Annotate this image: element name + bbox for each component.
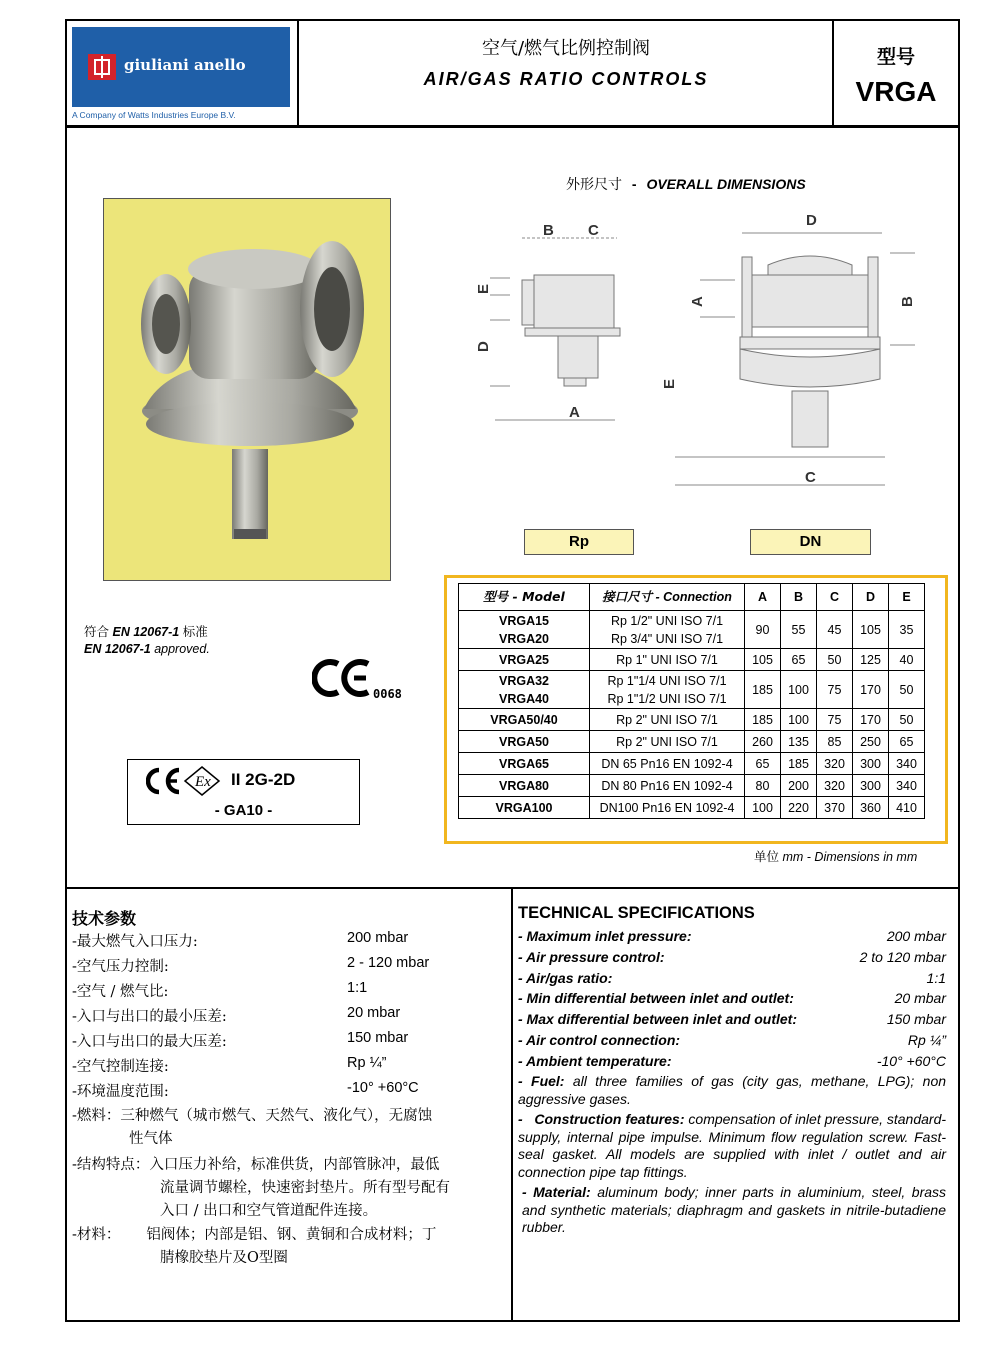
- cell-connection: DN100 Pn16 EN 1092-4: [590, 797, 745, 819]
- tech-cn-row: -空气压力控制: 2 - 120 mbar: [72, 955, 430, 975]
- cell-dim-a: 65: [745, 753, 781, 775]
- cell-model: VRGA65: [459, 753, 590, 775]
- ce-number: 0068: [373, 687, 402, 701]
- cell-dim-e: 35: [889, 611, 925, 649]
- tech-en-construction: - Construction features: compensation of inlet pressure, standard-supply, internal pipe impulse. Minimum flow regulation screw. Fast-seal gasket. All models are supplied with inlet / outlet and air connection pipe tap fittings.: [518, 1111, 947, 1180]
- tech-en-row: - Air control connection: Rp ¼”: [518, 1032, 946, 1048]
- cell-dim-d: 300: [853, 775, 889, 797]
- cell-model: VRGA32 VRGA40: [459, 671, 590, 709]
- tech-en-row: - Air/gas ratio: 1:1: [518, 969, 946, 986]
- cell-model: VRGA50/40: [459, 709, 590, 731]
- header-e: E: [889, 584, 925, 611]
- table-row: [459, 753, 925, 775]
- cell-connection: DN 80 Pn16 EN 1092-4: [590, 775, 745, 797]
- cell-dim-a: 105: [745, 649, 781, 671]
- svg-text:A: A: [569, 404, 580, 421]
- cell-dim-c: 75: [817, 709, 853, 731]
- cell-dim-c: 75: [817, 671, 853, 709]
- header-model: 型号 - Model: [459, 584, 590, 611]
- compliance-en: EN 12067-1 approved.: [84, 642, 210, 656]
- cell-connection: Rp 1" UNI ISO 7/1: [590, 649, 745, 671]
- cell-dim-b: 55: [781, 611, 817, 649]
- cell-dim-b: 200: [781, 775, 817, 797]
- cell-dim-e: 410: [889, 797, 925, 819]
- cell-connection: DN 65 Pn16 EN 1092-4: [590, 753, 745, 775]
- ce-mark-icon: [312, 658, 374, 698]
- model-value: VRGA: [855, 76, 937, 107]
- product-photo: [103, 198, 391, 581]
- table-row: [459, 797, 925, 819]
- cell-dim-e: 40: [889, 649, 925, 671]
- svg-text:C: C: [805, 469, 816, 486]
- cell-dim-d: 105: [853, 611, 889, 649]
- cell-dim-d: 250: [853, 731, 889, 753]
- cell-dim-b: 220: [781, 797, 817, 819]
- dimensions-table: [458, 583, 925, 819]
- table-row: [459, 611, 925, 649]
- cell-dim-c: 320: [817, 753, 853, 775]
- tech-en-row: - Min differential between inlet and outlet: 20 mbar: [518, 990, 946, 1007]
- cell-dim-b: 100: [781, 671, 817, 709]
- tech-en-row: - Maximum inlet pressure: 200 mbar: [518, 928, 946, 944]
- cell-dim-c: 320: [817, 775, 853, 797]
- tech-cn-row: -空气控制连接: Rp ¼”: [72, 1055, 387, 1075]
- logo-subtitle: A Company of Watts Industries Europe B.V.: [72, 110, 236, 120]
- tech-en-row: - Max differential between inlet and outlet: 150 mbar: [518, 1011, 946, 1028]
- cell-dim-e: 340: [889, 753, 925, 775]
- svg-text:E: E: [475, 283, 492, 294]
- table-row: [459, 731, 925, 753]
- cell-dim-e: 65: [889, 731, 925, 753]
- tech-en-fuel: - Fuel: all three families of gas (city gas, methane, LPG); non aggressive gases.: [518, 1073, 947, 1107]
- svg-text:D: D: [806, 212, 817, 229]
- cell-dim-a: 185: [745, 709, 781, 731]
- title-en: AIR/GAS RATIO CONTROLS: [423, 69, 709, 89]
- cell-dim-a: 260: [745, 731, 781, 753]
- dimensions-heading: 外形尺寸 - OVERALL DIMENSIONS: [566, 176, 806, 193]
- cell-connection: Rp 2" UNI ISO 7/1: [590, 709, 745, 731]
- tech-en-title: TECHNICAL SPECIFICATIONS: [518, 904, 755, 922]
- column-divider: [511, 888, 513, 1321]
- tech-en-row: - Ambient temperature: -10° +60°C: [518, 1052, 946, 1069]
- cell-connection: Rp 1/2" UNI ISO 7/1 Rp 3/4" UNI ISO 7/1: [590, 611, 745, 649]
- cell-dim-d: 170: [853, 671, 889, 709]
- cell-model: VRGA25: [459, 649, 590, 671]
- drawing-rp: [470, 210, 640, 440]
- table-row: [459, 671, 925, 709]
- cell-dim-c: 50: [817, 649, 853, 671]
- cell-model: VRGA80: [459, 775, 590, 797]
- table-header-row: [459, 584, 925, 611]
- cell-model: VRGA15 VRGA20: [459, 611, 590, 649]
- atex-mark: II 2G-2D: [231, 770, 296, 789]
- svg-text:E: E: [661, 378, 678, 389]
- cell-connection: Rp 1"1/4 UNI ISO 7/1 Rp 1"1/2 UNI ISO 7/1: [590, 671, 745, 709]
- header-divider-2: [832, 19, 834, 127]
- cell-dim-e: 340: [889, 775, 925, 797]
- svg-text:B: B: [899, 296, 916, 307]
- tech-en-row: - Air pressure control: 2 to 120 mbar: [518, 948, 946, 965]
- table-row: [459, 775, 925, 797]
- cell-dim-b: 135: [781, 731, 817, 753]
- table-unit-note: 单位 mm - Dimensions in mm: [754, 849, 918, 864]
- ce-atex-icon: [146, 766, 226, 796]
- tech-cn-construction: -结构特点：入口压力补给，标准供货，内部管脉冲，最低 流量调节螺栓，快速密封垫片。所有型号配有 入口 / 出口和空气管道配件连接。: [72, 1157, 450, 1219]
- tech-cn-row: -入口与出口的最大压差: 150 mbar: [72, 1030, 409, 1050]
- svg-text:C: C: [588, 222, 599, 239]
- cell-dim-c: 45: [817, 611, 853, 649]
- header-c: C: [817, 584, 853, 611]
- drawing-dn: [660, 205, 930, 495]
- label-dn: DN: [750, 529, 871, 555]
- header-b: B: [781, 584, 817, 611]
- cell-dim-d: 170: [853, 709, 889, 731]
- cell-dim-e: 50: [889, 709, 925, 731]
- table-row: [459, 709, 925, 731]
- header-d: D: [853, 584, 889, 611]
- atex-sub: - GA10 -: [214, 802, 273, 819]
- header-a: A: [745, 584, 781, 611]
- cell-dim-a: 100: [745, 797, 781, 819]
- tech-cn-row: -入口与出口的最小压差: 20 mbar: [72, 1005, 401, 1025]
- cell-dim-a: 185: [745, 671, 781, 709]
- cell-dim-d: 300: [853, 753, 889, 775]
- cell-dim-b: 65: [781, 649, 817, 671]
- label-rp: Rp: [524, 529, 634, 555]
- ce-mark: [312, 658, 412, 708]
- cell-dim-c: 370: [817, 797, 853, 819]
- svg-text:B: B: [543, 222, 554, 239]
- logo-text: giuliani anello: [124, 56, 246, 74]
- atex-box: [127, 759, 360, 825]
- svg-text:Ex: Ex: [195, 774, 211, 790]
- model-label: 型号: [876, 46, 915, 68]
- cell-dim-b: 100: [781, 709, 817, 731]
- title-cn: 空气/燃气比例控制阀: [481, 38, 651, 59]
- company-logo: [72, 27, 290, 107]
- tech-cn-fuel: -燃料：三种燃气（城市燃气、天然气、液化气），无腐蚀 性气体: [72, 1108, 433, 1147]
- cell-model: VRGA50: [459, 731, 590, 753]
- tech-cn-row: -空气 / 燃气比: 1:1: [72, 980, 368, 1000]
- tech-cn-title: 技术参数: [72, 909, 137, 928]
- header-divider-1: [297, 19, 299, 127]
- cell-connection: Rp 2" UNI ISO 7/1: [590, 731, 745, 753]
- cell-model: VRGA100: [459, 797, 590, 819]
- cell-dim-b: 185: [781, 753, 817, 775]
- tech-cn-row: -最大燃气入口压力: 200 mbar: [72, 930, 409, 950]
- logo-emblem-icon: [88, 54, 116, 80]
- tech-cn-row: -环境温度范围: -10° +60°C: [72, 1080, 419, 1100]
- svg-text:A: A: [689, 296, 706, 307]
- header-connection: 接口尺寸 - Connection: [590, 584, 745, 611]
- tech-en-material: - Material: aluminum body; inner parts in aluminium, steel, brass and synthetic materials; diaphragm and gaskets in nitrile-butadiene rubber.: [522, 1184, 947, 1235]
- cell-dim-c: 85: [817, 731, 853, 753]
- cell-dim-a: 90: [745, 611, 781, 649]
- compliance-cn: 符合 EN 12067-1 标准: [84, 624, 208, 639]
- cell-dim-a: 80: [745, 775, 781, 797]
- cell-dim-d: 360: [853, 797, 889, 819]
- cell-dim-e: 50: [889, 671, 925, 709]
- svg-text:D: D: [475, 341, 492, 352]
- tech-cn-material: -材料： 铝阀体；内部是铝、钢、黄铜和合成材料；丁 腈橡胶垫片及O型圈: [72, 1227, 437, 1266]
- table-row: [459, 649, 925, 671]
- cell-dim-d: 125: [853, 649, 889, 671]
